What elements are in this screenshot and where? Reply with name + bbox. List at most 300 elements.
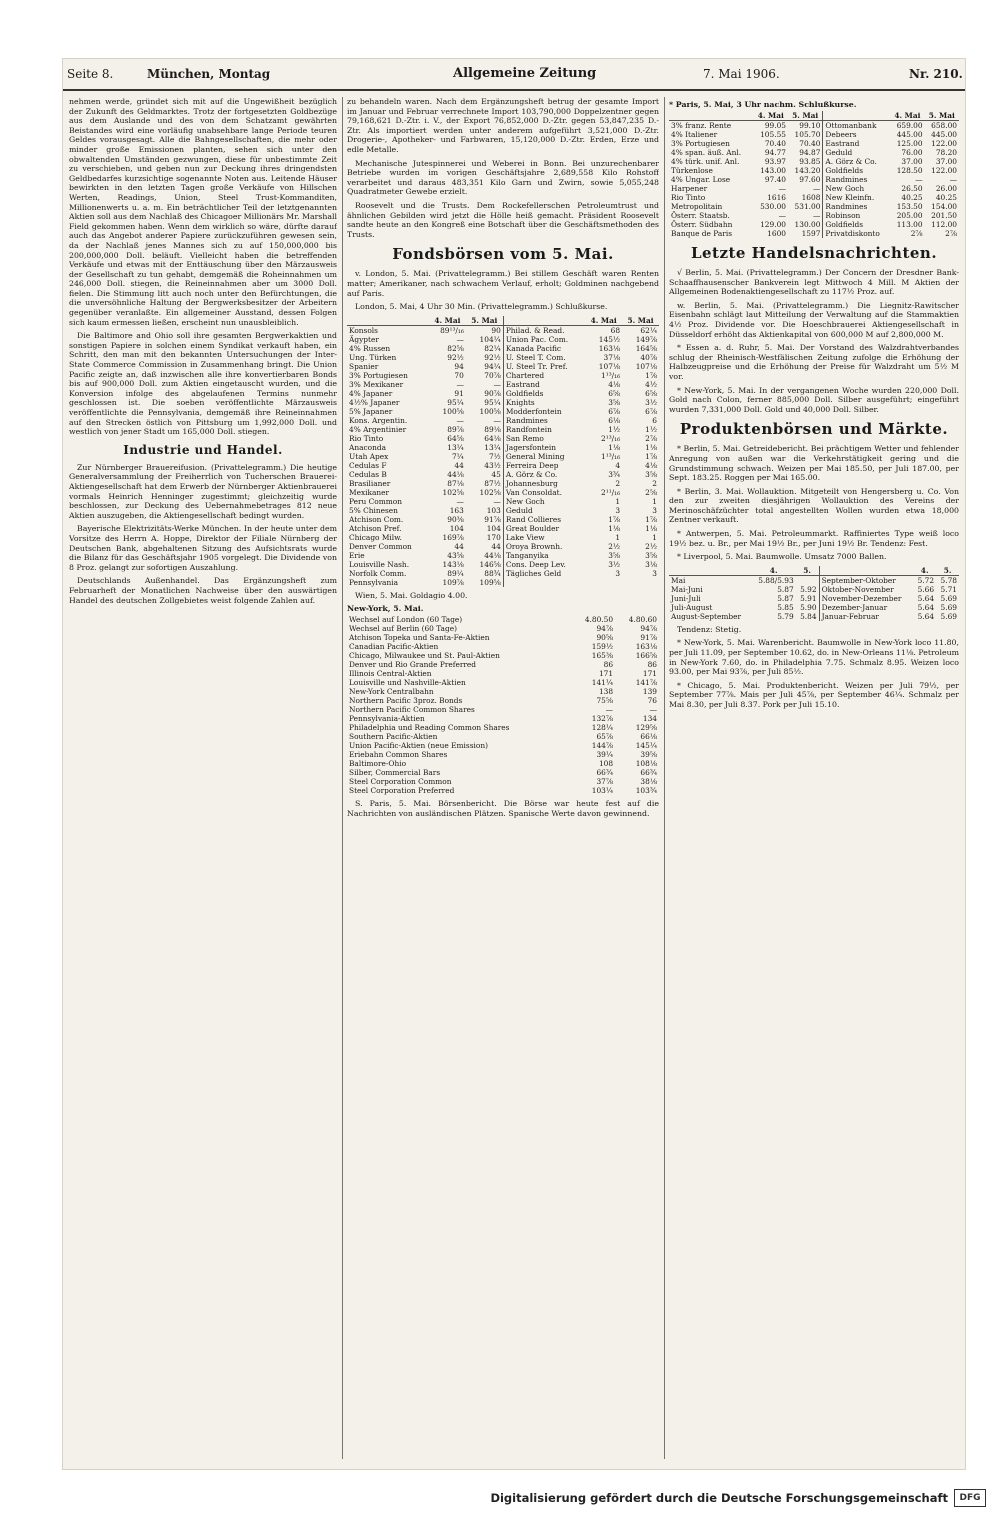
table-cell: New-York Centralbahn (349, 687, 434, 697)
table-cell: Atchison Pref. (349, 523, 402, 533)
table-row (347, 669, 659, 678)
table-cell: 3¾ (608, 469, 621, 479)
table-cell: 37⅛ (603, 352, 621, 362)
table-cell: 122.00 (931, 139, 957, 148)
table-cell: 95¼ (447, 397, 464, 407)
london-quotes-body (347, 325, 659, 587)
table-cell: 171 (598, 669, 614, 679)
table-cell: 37.00 (935, 157, 957, 166)
table-row (669, 211, 959, 220)
table-cell: Atchison Topeka und Santa-Fe-Aktien (349, 633, 490, 643)
table-cell: 1⅛ (645, 442, 657, 452)
table-cell: Atchison Com. (349, 514, 404, 524)
table-header-row (347, 316, 659, 326)
table-cell: 44⅛ (447, 469, 464, 479)
table-cell: 82¼ (484, 343, 501, 353)
table-cell: Ferreira Deep (503, 461, 585, 470)
table-cell: 659.00 (896, 121, 923, 130)
table-cell: 66⅛ (640, 732, 657, 742)
table-cell: Steel Corporation Preferred (349, 786, 455, 796)
article-text: * New-York, 5. Mai. In der vergangenen Woche wurden 220,000 Doll. Gold nach Colon, ferner 885,000 Doll. Silber ausgeführt; eingeführt wurden 7,331,000 Doll. Gold und 40,000 Doll. Silber. (669, 385, 959, 414)
table-cell: 108⅛ (635, 759, 657, 769)
column-header: 4. (752, 566, 796, 576)
table-cell: 5.69 (940, 611, 957, 621)
table-row (347, 723, 659, 732)
table-cell: 100⅝ (442, 406, 464, 416)
table-cell: Rio Tinto (671, 193, 706, 202)
table-cell: 97.40 (764, 175, 786, 184)
table-cell: 91 (454, 388, 464, 398)
table-cell: 1⅛ (608, 523, 621, 533)
table-cell: New Goch (823, 184, 890, 193)
table-cell: 141⅞ (635, 678, 657, 688)
table-cell: 4% Italiener (671, 130, 718, 139)
table-cell: 159½ (591, 642, 614, 652)
table-row (347, 750, 659, 759)
table-cell: 2¹³/₁₆ (601, 433, 621, 443)
table-cell: 3½ (645, 397, 657, 407)
table-cell: — (813, 184, 821, 193)
table-cell: Southern Pacific-Aktien (349, 732, 438, 742)
issue-date: 7. Mai 1906. (703, 67, 780, 81)
table-cell: 658.00 (931, 121, 957, 130)
table-row (347, 488, 659, 497)
table-cell: 1608 (801, 193, 821, 202)
table-cell: Robinson (823, 211, 890, 220)
table-cell (796, 575, 819, 585)
footer-credit: Digitalisierung gefördert durch die Deutsche Forschungsgemeinschaft (490, 1491, 948, 1505)
table-cell: 2⅞ (945, 229, 957, 238)
table-cell: Wechsel auf Berlin (60 Tage) (349, 624, 457, 634)
table-cell: San Remo (503, 434, 585, 443)
table-cell: 89⅞ (447, 424, 464, 434)
table-cell: Jagersfontein (503, 443, 585, 452)
table-cell: 146⅝ (479, 559, 501, 569)
table-row (347, 687, 659, 696)
table-cell: Ottomanbank (823, 121, 890, 131)
table-cell: Utah Apex (349, 451, 389, 461)
issue-number: Nr. 210. (909, 67, 963, 81)
liverpool-cotton-table (669, 566, 959, 621)
table-cell: 129.00 (760, 220, 786, 229)
table-cell: Lake View (503, 533, 585, 542)
table-row (347, 551, 659, 560)
column-rule (664, 97, 665, 1459)
table-cell: — (456, 379, 464, 389)
article-text: Mechanische Jutespinnerei und Weberei in Bonn. Bei unzurechenbarer Betriebe wurden im vorigen Geschäftsjahre 2,689,558 Kilo Rohstoff verarbeitet und daraus 483,351 Kilo Garn und Zwirn, sowie 5,055,248 Quadratmeter Gewebe erzielt. (347, 158, 659, 197)
table-cell: 2¹¹/₁₆ (601, 487, 621, 497)
table-cell: Ägypter (349, 334, 379, 344)
table-cell: 166⅝ (635, 651, 657, 661)
table-cell: 5.64 (917, 611, 935, 621)
table-row (669, 166, 959, 175)
table-cell: Anaconda (349, 442, 386, 452)
table-cell: 70.40 (799, 139, 821, 148)
table-cell: 65⅞ (596, 732, 614, 742)
table-cell: Baltimore-Ohio (349, 759, 407, 769)
table-cell: Rand Collieres (503, 515, 585, 524)
table-cell: 94⅞ (596, 624, 614, 634)
table-cell: 38⅛ (640, 777, 657, 787)
table-row (347, 380, 659, 389)
article-text: * Antwerpen, 5. Mai. Petroleummarkt. Raffiniertes Type weiß loco 19½ bez. u. Br., per Mai 19½ Br., per Juni 19½ Br. Tendenz: Fest. (669, 529, 959, 548)
table-row (669, 175, 959, 184)
table-cell: 1⅞ (645, 514, 657, 524)
table-cell: 153.50 (896, 202, 923, 211)
table-cell: Chartered (503, 371, 585, 380)
table-cell: 4% Argentinier (349, 424, 407, 434)
table-row (669, 130, 959, 139)
table-cell: — (915, 175, 923, 184)
table-cell: 5.64 (917, 602, 935, 612)
table-cell: 70.40 (764, 139, 786, 148)
column-1 (69, 97, 337, 1459)
table-row (347, 560, 659, 569)
table-row (347, 407, 659, 416)
table-cell: 89⅛ (484, 424, 501, 434)
table-cell: 89¼ (447, 568, 464, 578)
table-cell: 1616 (767, 193, 786, 202)
table-cell: 43⅝ (447, 550, 464, 560)
table-cell: Juni-Juli (671, 593, 701, 603)
table-cell: 87½ (484, 478, 501, 488)
table-cell: 138 (598, 687, 614, 697)
table-cell: Österr. Südbahn (671, 220, 733, 229)
table-cell: 3⅛ (645, 559, 657, 569)
table-cell: 89¹³/₁₆ (440, 325, 464, 335)
table-row (347, 515, 659, 524)
table-cell: 86 (603, 660, 614, 670)
table-cell: 6⅞ (608, 406, 621, 416)
table-cell: 94.77 (764, 148, 786, 157)
table-cell: 5.79 (777, 611, 794, 621)
section-heading: Letzte Handelsnachrichten. (690, 244, 938, 262)
liverpool-cotton-body (669, 575, 959, 621)
table-row (347, 578, 659, 587)
table-cell: Silber, Commercial Bars (349, 768, 441, 778)
table-cell: 154.00 (931, 202, 957, 211)
column-header (669, 111, 754, 121)
table-cell: Konsols (349, 325, 378, 335)
table-row (347, 398, 659, 407)
table-cell: 7¼ (451, 451, 464, 461)
table-cell: 105.70 (794, 130, 821, 139)
table-row (669, 148, 959, 157)
table-cell: Goldfields (503, 389, 585, 398)
column-header: 4. (913, 566, 936, 576)
table-cell: 103¾ (635, 786, 657, 796)
table-cell: 445.00 (931, 130, 957, 139)
table-cell: Goldfields (823, 166, 890, 175)
column-header (347, 316, 429, 326)
column-header (669, 566, 752, 576)
table-cell: 2½ (645, 541, 657, 551)
table-row (669, 139, 959, 148)
table-cell: Mexikaner (349, 487, 390, 497)
page-number: Seite 8. (67, 67, 114, 81)
table-cell: 107⅛ (635, 361, 657, 371)
table-cell: 5.87 (777, 593, 794, 603)
table-cell: 26.50 (901, 184, 923, 193)
table-row (347, 732, 659, 741)
table-cell: 3 (652, 568, 657, 578)
table-cell: 109⅝ (479, 577, 501, 587)
table-cell (503, 578, 585, 587)
table-cell: A. Görz & Co. (823, 157, 890, 166)
table-cell: Denver und Rio Grande Preferred (349, 660, 477, 670)
table-cell: 3 (615, 505, 621, 515)
table-cell: 5.69 (940, 602, 957, 612)
table-cell: 95¼ (484, 397, 501, 407)
article-text: * New-York, 5. Mai. Warenbericht. Baumwolle in New-York loco 11.80, per Juli 11.09, per September 10.62, do. in New-Orleans 11⅛. Petroleum in New-York 7.60, do. in Philadelphia 7.75. Schmalz 8.95. Weizen loco 93.00, per Mai 93⅞, per Juli 85½. (669, 638, 959, 677)
table-cell: — (493, 496, 501, 506)
table-cell: 92½ (447, 352, 464, 362)
table-cell: 13¼ (484, 442, 501, 452)
table-cell: 163⅛ (598, 343, 621, 353)
table-cell: Ung. Türken (349, 352, 397, 362)
table-row (669, 157, 959, 166)
table-row (347, 362, 659, 371)
table-cell: Chicago, Milwaukee und St. Paul-Aktien (349, 651, 500, 661)
table-cell: Eastrand (503, 380, 585, 389)
article-text: * Berlin, 3. Mai. Wollauktion. Mitgeteilt von Hengersberg u. Co. Von den zur zweiten diesjährigen Wollauktion des Vereins der Merinoschäfzüchter total angestellten Wollen wurden etwa 18,000 Zentner verkauft. (669, 486, 959, 525)
table-row (347, 479, 659, 488)
table-row (347, 714, 659, 723)
table-cell: Mai (671, 575, 686, 585)
table-cell: 2⅞ (910, 229, 923, 238)
table-cell: Cedulas B (349, 469, 387, 479)
article-text: S. Paris, 5. Mai. Börsenbericht. Die Börse war heute fest auf die Nachrichten von ausländischen Plätzen. Spanische Werte davon gewinnend. (347, 799, 659, 818)
article-text: Zur Nürnberger Brauereifusion. (Privattelegramm.) Die heutige Generalversammlung der Freiherrlich von Tucherschen Brauerei-Aktiengesellschaft hat dem Erwerb der Nürnberger Aktienbrauerei vormals Heinrich Henninger zugestimmt; gleichzeitig wurde beschlossen, zur Deckung des Uebernahmebetrages 812 neue Aktien auszugeben, die Aktiengesellschaft bedingt wurden. (69, 462, 337, 520)
table-cell: 43½ (484, 460, 501, 470)
table-cell: Oktober-November (819, 585, 913, 594)
table-cell: 2⅝ (645, 487, 657, 497)
table-row (669, 603, 959, 612)
table-cell: Norfolk Comm. (349, 568, 407, 578)
column-3 (669, 97, 959, 1459)
table-cell: 109⅞ (442, 577, 464, 587)
table-row (347, 497, 659, 506)
table-cell: Kons. Argentin. (349, 415, 408, 425)
table-cell: Türkenlose (671, 166, 713, 175)
table-cell: Rio Tinto (349, 433, 384, 443)
table-row (669, 612, 959, 621)
table-cell: 5.66 (917, 584, 935, 594)
table-cell: Spanier (349, 361, 379, 371)
table-row (347, 705, 659, 714)
table-cell: — (813, 211, 821, 220)
table-cell: 143.00 (760, 166, 786, 175)
table-cell: 66¾ (640, 768, 657, 778)
table-cell: 5.64 (917, 593, 935, 603)
table-cell: 3 (652, 505, 657, 515)
table-cell: 70 (454, 370, 464, 380)
table-cell: 3⅝ (608, 397, 621, 407)
newyork-quotes-table (347, 615, 659, 795)
table-cell: 3⅝ (645, 469, 657, 479)
table-cell: Goldfields (823, 220, 890, 229)
table-cell: — (493, 379, 501, 389)
table-cell: Denver Common (349, 541, 412, 551)
table-cell: Knights (503, 398, 585, 407)
table-cell: Union Pac. Com. (503, 335, 585, 344)
table-row (347, 759, 659, 768)
table-row (669, 220, 959, 229)
article-text: zu behandeln waren. Nach dem Ergänzungsheft betrug der gesamte Import im Januar und Februar verrechnete Import 103,790,000 Doppelzentner gegen 79,168,621 D.-Ztr. i. V., der Export 76,852,000 D.-Ztr. gegen 53,847,235 D.-Ztr. Als importiert werden unter anderem aufgeführt 3,521,000 D.-Ztr. Drogerie-, Apotheker- und Farbwaren, 15,120,000 D.-Ztr. Erden, Erze und edle Metalle. (347, 97, 659, 154)
table-cell: 531.00 (794, 202, 821, 211)
table-cell: New Goch (503, 497, 585, 506)
table-cell: 3 (615, 568, 621, 578)
table-cell: Philad. & Read. (503, 325, 585, 335)
table-cell: 44 (454, 541, 464, 551)
table-row (669, 184, 959, 193)
table-cell: 1 (652, 532, 657, 542)
table-cell: 4.80.50 (584, 615, 614, 625)
table-cell: U. Steel Tr. Pref. (503, 362, 585, 371)
table-cell: Dezember-Januar (819, 603, 913, 612)
newspaper-title: Allgemeine Zeitung (453, 66, 597, 81)
article-text: * Liverpool, 5. Mai. Baumwolle. Umsatz 7000 Ballen. (677, 552, 887, 562)
digitization-footer (0, 1485, 1000, 1515)
table-cell: — (949, 175, 957, 184)
table-row (347, 786, 659, 795)
table-row (347, 615, 659, 624)
table-cell: 5.78 (940, 575, 957, 585)
table-cell: 87⅛ (447, 478, 464, 488)
table-cell: A. Görz & Co. (503, 470, 585, 479)
table-cell: New Kleinfn. (823, 193, 890, 202)
table-cell: September-Oktober (819, 575, 913, 585)
table-cell: 37.00 (901, 157, 923, 166)
table-cell: Eastrand (823, 139, 890, 148)
table-row (347, 344, 659, 353)
table-cell: — (456, 496, 464, 506)
column-header: 5. (796, 566, 819, 576)
section-heading: Industrie und Handel. (123, 442, 283, 457)
table-row (347, 569, 659, 578)
table-cell: 90 (491, 325, 501, 335)
table-cell: 90⅝ (596, 633, 614, 643)
table-cell: 40⅞ (640, 352, 657, 362)
table-cell: 1 (652, 496, 657, 506)
table-cell: 530.00 (760, 202, 786, 211)
london-quotes-table (347, 316, 659, 587)
paris-quotes-table (669, 111, 959, 238)
table-cell: 5.88/5.93 (758, 575, 794, 585)
table-cell: 107⅛ (598, 361, 621, 371)
table-cell: 44⅛ (484, 550, 501, 560)
table-cell: 5.92 (800, 584, 817, 594)
table-cell: 141¼ (591, 678, 614, 688)
table-cell: 6⅞ (645, 406, 657, 416)
table-row (347, 389, 659, 398)
table-cell: 1½ (608, 424, 621, 434)
table-cell: 3⅝ (608, 550, 621, 560)
table-cell: 7½ (488, 451, 501, 461)
table-cell: Steel Corporation Common (349, 777, 452, 787)
table-cell: 108 (598, 759, 614, 769)
table-cell: 4% Russen (349, 343, 391, 353)
table-cell: 134 (642, 714, 657, 724)
table-row (347, 416, 659, 425)
running-head (63, 65, 965, 85)
table-cell: Randfontein (503, 425, 585, 434)
table-cell: Pennsylvania-Aktien (349, 714, 425, 724)
table-cell: 5.71 (940, 584, 957, 594)
table-cell: 102⅝ (479, 487, 501, 497)
column-header: 5. Mai (925, 111, 959, 121)
article-text: nehmen werde, gründet sich mit auf die Ungewißheit bezüglich der Zukunft des Geldmarktes. Trotz der fortgesetzten Goldbezüge aus dem Auslande und des von dem Schatzamt gewährten Beistandes wird eine vorläufig unabsehbare lange Periode teuren Geldes vorausgesagt. Alle die Bahngesellschaften, die mehr oder minder große Emissionen planten, sehen sich unter den obwaltenden Umständen gezwungen, diese für unbestimmte Zeit zu verschieben, und geben nun zur Deckung ihres dringendsten Geldbedarfes kurzsichtige sogenannte Noten aus. Leitende Häuser bewirkten in den letzten Tagen große Verkäufe von Hillschen Werten, Readings, Union, Steel Trust-Kommanditen, Millionenwerts u. a. m. Ein beträchtlicher Teil der letztgenannten Aktien soll aus dem Nachlaß des Chicagoer Millionärs Mr. Marshall Field gekommen haben. Wenn dem wirklich so wäre, dürfte darauf auch das Angebot anderer Papiere zurückzuführen gewesen sein, da der Nachlaß jenes Mannes sich zu auf 150,000,000 bis 200,000,000 Doll. beläuft. Vielleicht haben die betreffenden Verkäufe und etwas mit der Enttäuschung über den Märzausweis der Gesellschaft zu tun gehabt, demgemäß die Roheinnahmen um 246,000 Doll. stiegen, die Reineinnahmen aber um 3000 Doll. fielen. Die Stimmung litt auch noch unter den Befürchtungen, die die unversöhnliche Haltung der Bergwerksbesitzer der Arbeitern gegenüber veranlaßte. Ein allgemeiner Ausstand, dessen Folgen sich kaum ermessen ließen, erscheint nun unausbleiblich. (69, 97, 337, 327)
column-header: 5. Mai (466, 316, 504, 326)
table-cell: 4 (615, 460, 621, 470)
table-cell: U. Steel T. Com. (503, 353, 585, 362)
article-text: √ Berlin, 5. Mai. (Privattelegramm.) Der Concern der Dresdner Bank-Schaaffhausenscher Bankverein legt Mittwoch 4 Mill. M Aktien der Allgemeinen Bodenaktiengesellschaft zu 117½ Proz. auf. (669, 268, 959, 297)
table-cell: 6⅛ (608, 415, 621, 425)
table-cell: 130.00 (794, 220, 821, 229)
table-cell: 1 (615, 496, 621, 506)
table-cell: 92½ (484, 352, 501, 362)
table-cell: 5.91 (800, 593, 817, 603)
table-cell: 4% türk. unif. Anl. (671, 157, 740, 166)
table-cell: Eriebahn Common Shares (349, 750, 448, 760)
table-cell: 99.10 (799, 121, 821, 130)
article-text: Tendenz: Stetig. (677, 624, 742, 634)
table-cell: Privatdiskonto (823, 229, 890, 238)
table-cell: Metropolitain (671, 202, 723, 211)
table-cell: Österr. Staatsb. (671, 211, 730, 220)
table-row (347, 452, 659, 461)
header-rule (63, 89, 965, 91)
table-cell: 45 (491, 469, 501, 479)
table-cell: 104 (449, 523, 464, 533)
table-cell: 94.87 (799, 148, 821, 157)
table-cell: 163 (449, 505, 464, 515)
table-cell: Northern Pacific Common Shares (349, 705, 475, 715)
table-cell: 5.72 (917, 575, 935, 585)
table-cell: 3% franz. Rente (671, 121, 732, 130)
table-cell: 64⅛ (484, 433, 501, 443)
table-cell: 4% span. äuß. Anl. (671, 148, 742, 157)
table-cell: 170 (486, 532, 501, 542)
table-row (669, 202, 959, 211)
table-cell: 4⅛ (645, 460, 657, 470)
table-cell: 103 (486, 505, 501, 515)
table-cell: Great Boulder (503, 524, 585, 533)
table-cell: 90⅜ (447, 514, 464, 524)
table-cell: 13¼ (447, 442, 464, 452)
table-cell: 143⅛ (442, 559, 464, 569)
table-cell: 1¹³/₁₆ (601, 370, 621, 380)
column-header: 5. Mai (788, 111, 823, 121)
table-cell: Louisville Nash. (349, 559, 410, 569)
table-row (347, 678, 659, 687)
table-row (347, 777, 659, 786)
table-cell: 169⅞ (442, 532, 464, 542)
table-row (347, 524, 659, 533)
table-cell: 2⅞ (645, 433, 657, 443)
table-cell: 44 (454, 460, 464, 470)
article-text: Bayerische Elektrizitäts-Werke München. In der heute unter dem Vorsitze des Herrn A. Hoppe, Direktor der Filiale Nürnberg der Deutschen Bank, abgehaltenen Sitzung des Aufsichtsrats wurde die Bilanz für das Geschäftsjahr 1905 vorgelegt. Die Dividende von 8 Proz. gelangt zur sofortigen Auszahlung. (69, 524, 337, 572)
table-cell: 100⅝ (479, 406, 501, 416)
table-cell: 128¼ (591, 723, 614, 733)
table-cell: 4.80.60 (628, 615, 657, 625)
table-cell: 112.00 (931, 220, 957, 229)
table-cell: 145½ (598, 334, 621, 344)
table-cell: 44 (491, 541, 501, 551)
table-cell: Union Pacific-Aktien (neue Emission) (349, 741, 488, 751)
table-cell: Erie (349, 550, 365, 560)
table-cell: 66¾ (596, 768, 614, 778)
